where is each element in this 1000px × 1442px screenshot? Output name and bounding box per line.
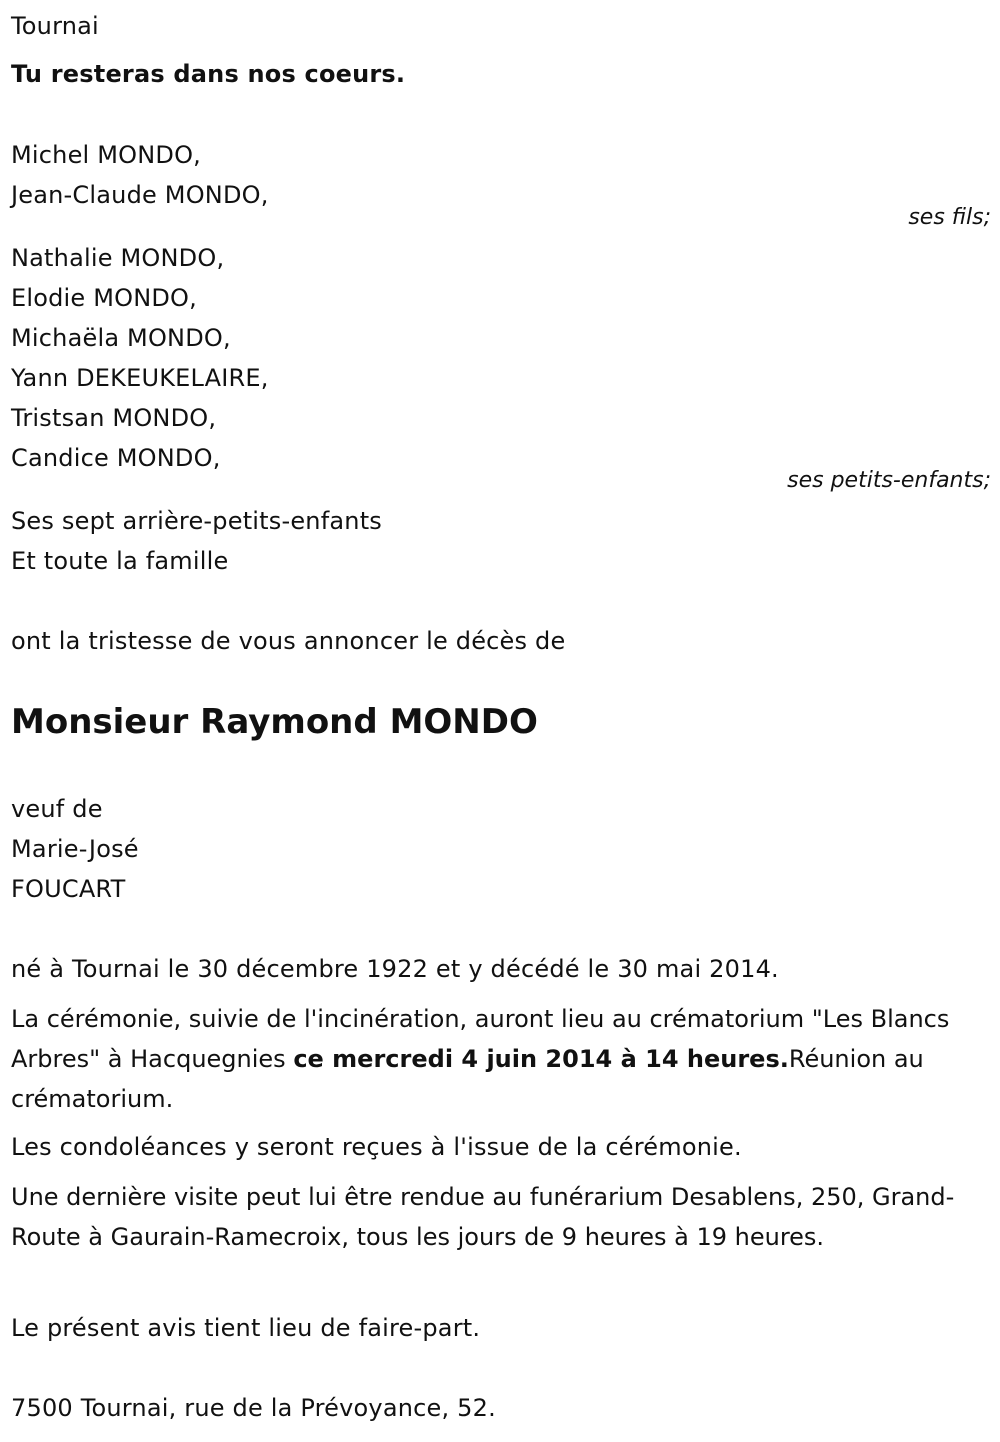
grandchild-name: Tristsan MONDO, <box>11 404 217 432</box>
sons-relation: ses fils; <box>908 205 991 230</box>
ceremony-paragraph <box>11 999 971 1119</box>
son-name: Michel MONDO, <box>11 141 201 169</box>
grandchild-name: Michaëla MONDO, <box>11 324 231 352</box>
great-grandchildren: Ses sept arrière-petits-enfants <box>11 507 383 535</box>
ceremony-meeting: Réunion au crématorium. <box>11 1045 924 1113</box>
address: 7500 Tournai, rue de la Prévoyance, 52. <box>11 1394 496 1422</box>
ceremony-text: La cérémonie, suivie de l'incinération, auront lieu au crématorium "Les Blancs Arbres" à Hacquegnies <box>11 1005 950 1073</box>
birth-death: né à Tournai le 30 décembre 1922 et y décédé le 30 mai 2014. <box>11 955 779 983</box>
spouse-first-name: Marie-José <box>11 835 139 863</box>
city-header: Tournai <box>11 12 99 40</box>
widow-of-label: veuf de <box>11 795 103 823</box>
deceased-name: Monsieur Raymond MONDO <box>11 702 538 742</box>
grandchild-name: Yann DEKEUKELAIRE, <box>11 364 269 392</box>
condolences: Les condoléances y seront reçues à l'issue de la cérémonie. <box>11 1133 742 1161</box>
spouse-last-name: FOUCART <box>11 875 126 903</box>
family: Et toute la famille <box>11 547 229 575</box>
motto: Tu resteras dans nos coeurs. <box>11 60 406 88</box>
son-name: Jean-Claude MONDO, <box>11 181 269 209</box>
grandchild-name: Nathalie MONDO, <box>11 244 225 272</box>
grandchild-name: Elodie MONDO, <box>11 284 197 312</box>
grandchildren-relation: ses petits-enfants; <box>787 468 991 493</box>
ceremony-date: ce mercredi 4 juin 2014 à 14 heures. <box>293 1045 789 1073</box>
obituary-notice <box>11 0 991 1442</box>
visit-paragraph: Une dernière visite peut lui être rendue au funérarium Desablens, 250, Grand-Route à Gaurain-Ramecroix, tous les jours de 9 heures à 19 heures. <box>11 1183 955 1251</box>
grandchild-name: Candice MONDO, <box>11 444 221 472</box>
notice: Le présent avis tient lieu de faire-part. <box>11 1314 481 1342</box>
announcement: ont la tristesse de vous annoncer le décès de <box>11 627 566 655</box>
